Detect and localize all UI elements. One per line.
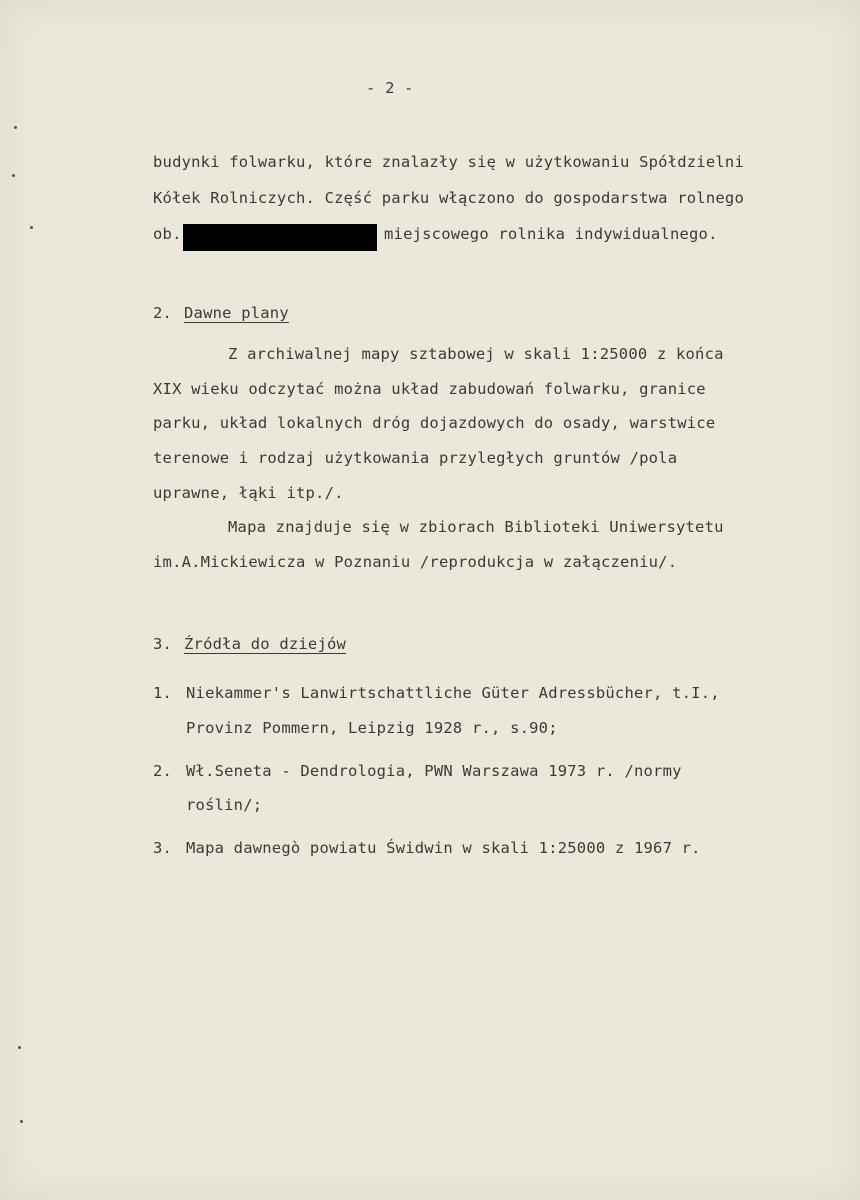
intro-line-3: miejscowego rolnika indywidualnego. [384,225,718,243]
paper-speck [20,1120,23,1123]
source-item-3-line-1: Mapa dawnegò powiatu Świdwin w skali 1:25000 z 1967 r. [186,839,701,857]
redaction-bar [183,224,377,251]
section3-title: Źródła do dziejów [184,635,347,653]
intro-line-3-prefix: ob. [153,225,182,243]
section2-para1-line-5: uprawne, łąki itp./. [153,484,344,502]
paper-speck [12,174,15,177]
intro-line-2: Kółek Rolniczych. Część parku włączono do gospodarstwa rolnego [153,189,744,207]
paper-speck [30,226,33,229]
section2-number: 2. [153,304,173,322]
section2-title: Dawne plany [184,304,289,322]
section2-para1-line-1: Z archiwalnej mapy sztabowej w skali 1:25000 z końca [228,345,724,363]
section2-para1-line-3: parku, układ lokalnych dróg dojazdowych do osady, warstwice [153,414,716,432]
section2-para1-line-2: XIX wieku odczytać można układ zabudowań folwarku, granice [153,380,706,398]
source-item-1-number: 1. [153,684,173,702]
intro-line-1: budynki folwarku, które znalazły się w użytkowaniu Spółdzielni [153,153,744,171]
page-number: - 2 - [366,79,414,97]
section2-para2-line-1: Mapa znajduje się w zbiorach Biblioteki Uniwersytetu [228,518,724,536]
section3-number: 3. [153,635,173,653]
section2-para2-line-2: im.A.Mickiewicza w Poznaniu /reprodukcja w załączeniu/. [153,553,678,571]
source-item-3-number: 3. [153,839,173,857]
paper-speck [14,126,17,129]
source-item-2-line-1: Wł.Seneta - Dendrologia, PWN Warszawa 1973 r. /normy [186,762,682,780]
section2-para1-line-4: terenowe i rodzaj użytkowania przyległych gruntów /pola [153,449,678,467]
source-item-2-number: 2. [153,762,173,780]
source-item-1-line-1: Niekammer's Lanwirtschattliche Güter Adressbücher, t.I., [186,684,720,702]
source-item-2-line-2: roślin/; [186,796,263,814]
source-item-1-line-2: Provinz Pommern, Leipzig 1928 r., s.90; [186,719,558,737]
paper-speck [18,1046,21,1049]
